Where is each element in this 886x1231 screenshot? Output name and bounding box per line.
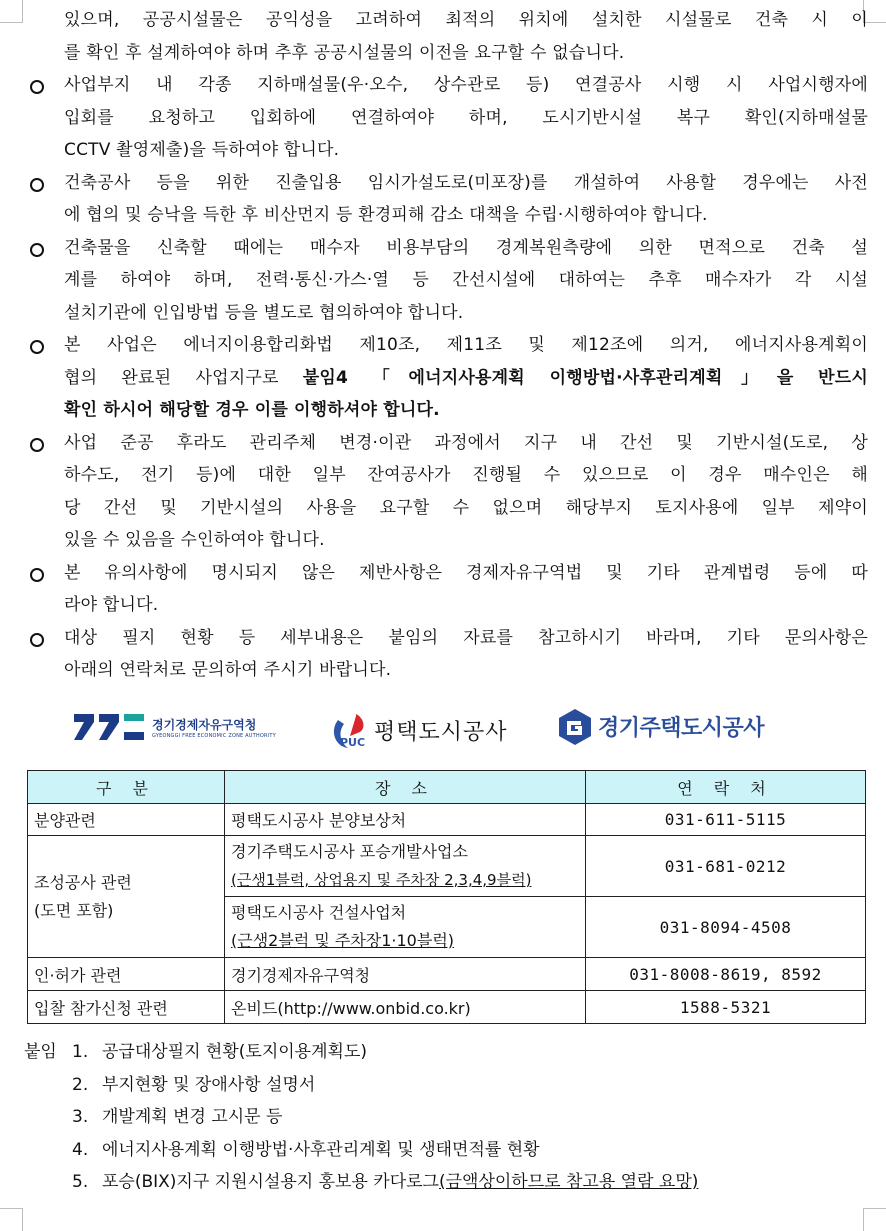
notice-line — [30, 492, 868, 525]
category-cell — [28, 836, 225, 958]
attachment-number: 2. — [72, 1074, 89, 1095]
notice-text: 하수도, 전기 등)에 대한 일부 잔여공사가 진행될 수 있으므로 이 경우 매수인은 해 — [64, 465, 868, 485]
circle-bullet-icon — [30, 438, 44, 452]
attachment-lead: 붙임 — [24, 1042, 57, 1062]
notice-item — [30, 557, 868, 622]
notice-line — [30, 329, 868, 362]
puc-name: 평택도시공사 — [374, 719, 508, 745]
place-cell: 경기경제자유구역청 — [225, 958, 586, 991]
attachment-text-main: 포승(BIX)지구 지원시설용지 홍보용 카다로그 — [102, 1172, 439, 1192]
gfez-subtitle: GYEONGGI FREE ECONOMIC ZONE AUTHORITY — [152, 732, 276, 739]
attachment-note: (금액상이하므로 참고용 열람 요망) — [438, 1172, 699, 1192]
gh-logo — [556, 708, 764, 744]
gfez-logo — [74, 712, 276, 742]
notice-text: 사업 준공 후라도 관리주체 변경·이관 과정에서 지구 내 간선 및 기반시설(도로, 상 — [64, 432, 868, 453]
notice-line — [30, 459, 868, 492]
notice-item — [30, 232, 868, 330]
notice-line — [30, 557, 868, 590]
attachment-text: 공급대상필지 현황(토지이용계획도) — [102, 1042, 367, 1062]
notice-item — [30, 329, 868, 427]
notice-line — [30, 167, 868, 200]
place-cell: 온비드(http://www.onbid.co.kr) — [225, 991, 586, 1024]
notice-line — [30, 264, 868, 297]
circle-bullet-icon — [30, 633, 44, 647]
notice-text: 아래의 연락처로 문의하여 주시기 바랍니다. — [64, 660, 392, 680]
circle-bullet-icon — [30, 340, 44, 354]
attachment-text: 에너지사용계획 이행방법·사후관리계획 및 생태면적률 현황 — [102, 1139, 540, 1160]
notice-line — [30, 4, 868, 37]
notice-line — [30, 427, 868, 460]
table-row — [28, 958, 866, 991]
phone-cell: 031-681-0212 — [586, 836, 866, 897]
place-line: 평택도시공사 건설사업처 — [231, 903, 407, 922]
notice-text: 본 사업은 에너지이용합리화법 제10조, 제11조 및 제12조에 의거, 에너지사용계획이 — [64, 335, 868, 355]
page-corner-mark — [0, 1208, 23, 1231]
header-phone: 연 락 처 — [586, 771, 866, 804]
notice-text: 있을 수 있음을 수인하여야 합니다. — [64, 530, 325, 550]
attachment-number: 4. — [72, 1139, 89, 1160]
place-line: (근생1블럭, 상업용지 및 주차장 2,3,4,9블럭) — [231, 871, 532, 889]
puc-mark-text: PUC — [340, 736, 366, 749]
phone-cell: 031-8008-8619, 8592 — [586, 958, 866, 991]
puc-logo — [328, 710, 508, 750]
notice-item — [30, 69, 868, 167]
notice-emphasis: 붙임4 「에너지사용계획 이행방법·사후관리계획」을 반드시 — [302, 367, 869, 388]
place-cell: 평택도시공사 분양보상처 — [225, 804, 586, 836]
notice-line — [30, 199, 868, 232]
notice-text: 입회를 요청하고 입회하에 연결하여야 하며, 도시기반시설 복구 확인(지하매설물 — [64, 107, 868, 128]
header-place: 장 소 — [225, 771, 586, 804]
circle-bullet-icon — [30, 178, 44, 192]
place-cell — [225, 836, 586, 897]
notice-line — [30, 69, 868, 102]
gh-name: 경기주택도시공사 — [598, 715, 765, 741]
attachment-text: 개발계획 변경 고시문 등 — [102, 1107, 283, 1127]
attachment-number: 3. — [72, 1107, 89, 1127]
attachment-text: 부지현황 및 장애사항 설명서 — [102, 1074, 316, 1095]
notice-text: 있으며, 공공시설물은 공익성을 고려하여 최적의 위치에 설치한 시설물로 건축 시 이 — [64, 10, 868, 30]
notice-text: 본 유의사항에 명시되지 않은 제반사항은 경제자유구역법 및 기타 관계법령 등에 따 — [64, 562, 868, 583]
notice-text: 계를 하여야 하며, 전력·통신·가스·열 등 간선시설에 대하여는 추후 매수자가 각 시설 — [64, 270, 868, 290]
notice-text: 건축공사 등을 위한 진출입용 임시가설도로(미포장)를 개설하여 사용할 경우에는 사전 — [64, 172, 868, 193]
notice-line — [30, 654, 868, 687]
notice-continuation — [30, 4, 868, 69]
place-cell — [225, 897, 586, 958]
notice-text: 협의 완료된 사업지구로 — [64, 367, 303, 388]
table-row — [28, 836, 866, 897]
notice-line — [30, 134, 868, 167]
phone-cell: 031-611-5115 — [586, 804, 866, 836]
notice-line — [30, 622, 868, 655]
gfez-name: 경기경제자유구역청 — [152, 717, 257, 732]
notice-emphasis: 확인 하시어 해당할 경우 이를 이행하셔야 합니다. — [64, 400, 440, 420]
category-line: (도면 포함) — [34, 900, 114, 920]
notice-text: 설치기관에 인입방법 등을 별도로 협의하여야 합니다. — [64, 302, 464, 323]
notice-text: 건축물을 신축할 때에는 매수자 비용부담의 경계복원측량에 의한 면적으로 건축 설 — [64, 237, 868, 258]
place-line: (근생2블럭 및 주차장1·10블럭) — [231, 931, 455, 950]
circle-bullet-icon — [30, 80, 44, 94]
notice-text: CCTV 촬영제출)을 득하여야 합니다. — [64, 140, 340, 160]
notice-line — [30, 102, 868, 135]
notice-line — [30, 297, 868, 330]
puc-mark-icon — [328, 710, 368, 750]
page-corner-mark — [0, 0, 23, 23]
notice-text: 대상 필지 현황 등 세부내용은 붙임의 자료를 참고하시기 바라며, 기타 문의사항은 — [64, 627, 868, 648]
category-line: 조성공사 관련 — [34, 872, 132, 892]
notice-line — [30, 394, 868, 427]
table-header-row — [28, 771, 866, 804]
phone-cell: 1588-5321 — [586, 991, 866, 1024]
notice-line — [30, 232, 868, 265]
notice-line — [30, 589, 868, 622]
notice-text: 라야 합니다. — [64, 595, 159, 615]
notice-line — [30, 362, 868, 395]
notice-text: 당 간선 및 기반시설의 사용을 요구할 수 없으며 해당부지 토지사용에 일부 제약이 — [64, 497, 868, 518]
phone-cell: 031-8094-4508 — [586, 897, 866, 958]
page-corner-mark — [863, 1208, 886, 1231]
notice-text: 를 확인 후 설계하여야 하며 추후 공공시설물의 이전을 요구할 수 없습니다. — [64, 42, 625, 63]
category-cell: 분양관련 — [28, 804, 225, 836]
contact-table — [27, 770, 866, 1024]
place-line: 경기주택도시공사 포승개발사업소 — [231, 842, 468, 861]
notice-line — [30, 524, 868, 557]
attachment-number: 5. — [72, 1172, 89, 1192]
circle-bullet-icon — [30, 243, 44, 257]
notice-item — [30, 622, 868, 687]
gfez-mark-icon — [74, 712, 146, 742]
category-cell: 인·허가 관련 — [28, 958, 225, 991]
attachment-text — [102, 1166, 698, 1199]
gh-mark-icon — [556, 708, 592, 744]
notice-text: 에 협의 및 승낙을 득한 후 비산먼지 등 환경피해 감소 대책을 수립·시행하여야 합니다. — [64, 205, 708, 225]
category-cell: 입찰 참가신청 관련 — [28, 991, 225, 1024]
table-row — [28, 991, 866, 1024]
circle-bullet-icon — [30, 568, 44, 582]
notice-item — [30, 167, 868, 232]
table-row — [28, 804, 866, 836]
header-category: 구 분 — [28, 771, 225, 804]
notice-line — [30, 37, 868, 70]
attachment-number: 1. — [72, 1042, 89, 1062]
notice-text: 사업부지 내 각종 지하매설물(우·오수, 상수관로 등) 연결공사 시행 시 사업시행자에 — [64, 75, 868, 95]
notice-item — [30, 427, 868, 557]
logo-bar — [0, 700, 886, 762]
